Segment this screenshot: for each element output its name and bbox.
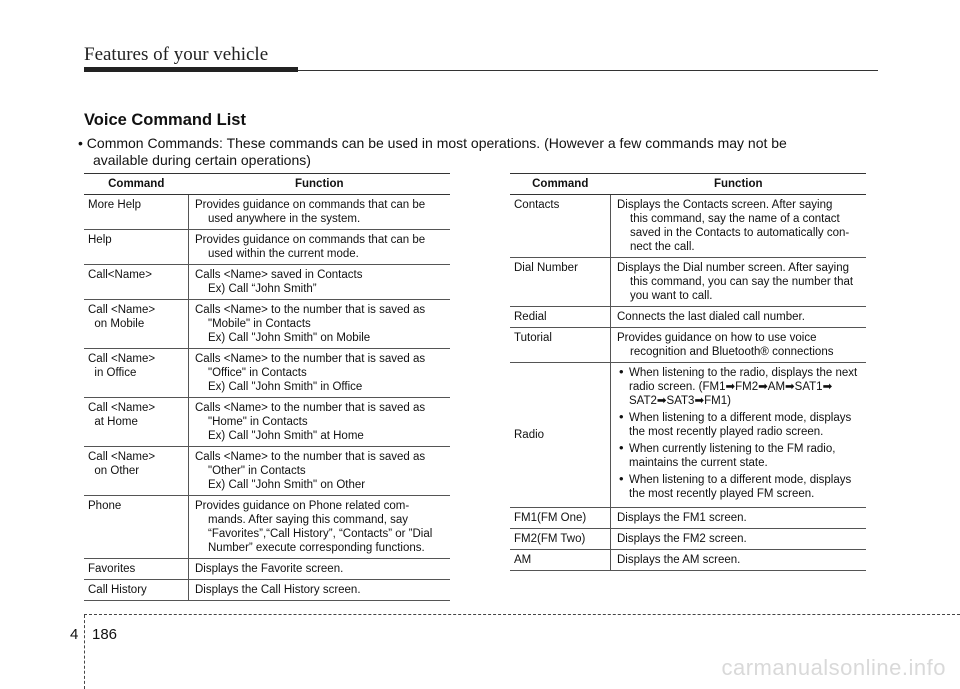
- table-row: [510, 328, 866, 363]
- function-cell: [189, 300, 451, 349]
- chapter-number: 4: [70, 626, 79, 643]
- bullet-line: • When listening to a different mode, displays: [629, 412, 852, 424]
- function-cell: [189, 398, 451, 447]
- function-cell: [611, 363, 867, 508]
- command-cell: Favorites: [84, 559, 189, 580]
- footer-divider: [84, 615, 86, 689]
- watermark-text: carmanualsonline.info: [721, 655, 946, 680]
- function-line: recognition and Bluetooth® connections: [630, 346, 834, 358]
- table-row: [510, 258, 866, 307]
- section-title: Voice Command List: [84, 111, 246, 129]
- table-row: [84, 265, 450, 300]
- function-cell: [611, 508, 867, 529]
- header-bar: [84, 67, 298, 72]
- table-row: [510, 550, 866, 571]
- function-cell: [611, 529, 867, 550]
- function-line: Displays the Favorite screen.: [195, 563, 344, 575]
- function-line: Provides guidance on commands that can be: [195, 234, 426, 246]
- footer-rule: [84, 614, 960, 615]
- table-row: [84, 447, 450, 496]
- function-cell: [189, 230, 451, 265]
- table-row: [510, 307, 866, 328]
- table-row: [84, 559, 450, 580]
- command-cell: Call <Name> in Office: [84, 349, 189, 398]
- function-line: this command, you can say the number that: [630, 276, 854, 288]
- bullet-line: SAT2➡SAT3➡FM1): [629, 395, 731, 407]
- command-cell: Call <Name> at Home: [84, 398, 189, 447]
- function-line: "Other" in Contacts: [208, 465, 306, 477]
- table-row: [84, 195, 450, 230]
- function-line: mands. After saying this command, say: [208, 514, 409, 526]
- table-row: [84, 349, 450, 398]
- function-cell: [189, 447, 451, 496]
- header-rule: [298, 70, 878, 71]
- function-line: used anywhere in the system.: [208, 213, 361, 225]
- bullet-item: [617, 473, 864, 501]
- table-row: [84, 496, 450, 559]
- bullet-line: the most recently played FM screen.: [629, 488, 815, 500]
- function-line: Ex) Call "John Smith" on Mobile: [208, 332, 371, 344]
- function-cell: [189, 559, 451, 580]
- function-line: Displays the FM2 screen.: [617, 533, 747, 545]
- function-line: you want to call.: [630, 290, 713, 302]
- command-cell: Call <Name> on Mobile: [84, 300, 189, 349]
- function-line: Provides guidance on Phone related com-: [195, 500, 410, 512]
- table-row: [84, 230, 450, 265]
- function-line: Displays the FM1 screen.: [617, 512, 747, 524]
- table-row: [510, 195, 866, 258]
- function-cell: [611, 328, 867, 363]
- bullet-item: [617, 411, 864, 439]
- function-line: Calls <Name> to the number that is saved as: [195, 304, 426, 316]
- function-cell: [611, 307, 867, 328]
- intro-first-line: • Common Commands: These commands can be used in most operations. (However a few commands may not be: [78, 135, 787, 151]
- command-cell: Contacts: [510, 195, 611, 258]
- function-line: Connects the last dialed call number.: [617, 311, 805, 323]
- command-cell: Call<Name>: [84, 265, 189, 300]
- function-line: this command, say the name of a contact: [630, 213, 840, 225]
- bullet-line: radio screen. (FM1➡FM2➡AM➡SAT1➡: [629, 381, 833, 393]
- function-line: "Home" in Contacts: [208, 416, 308, 428]
- command-cell: Phone: [84, 496, 189, 559]
- command-cell: Tutorial: [510, 328, 611, 363]
- command-cell: Help: [84, 230, 189, 265]
- table-row: [84, 398, 450, 447]
- command-cell: AM: [510, 550, 611, 571]
- command-cell: FM1(FM One): [510, 508, 611, 529]
- function-line: Ex) Call "John Smith" at Home: [208, 430, 364, 442]
- function-line: Calls <Name> saved in Contacts: [195, 269, 363, 281]
- bullet-line: • When listening to a different mode, displays: [629, 474, 852, 486]
- function-cell: [189, 265, 451, 300]
- bullet-line: maintains the current state.: [629, 457, 768, 469]
- table-row: [84, 580, 450, 601]
- table-row: [510, 363, 866, 508]
- function-line: Displays the Contacts screen. After saying: [617, 199, 833, 211]
- function-line: Calls <Name> to the number that is saved as: [195, 402, 426, 414]
- function-line: Ex) Call "John Smith" on Other: [208, 479, 366, 491]
- bullet-item: [617, 366, 864, 408]
- function-cell: [611, 550, 867, 571]
- right-command-table: [510, 173, 866, 571]
- function-cell: [189, 195, 451, 230]
- command-cell: More Help: [84, 195, 189, 230]
- bullet-line: the most recently played radio screen.: [629, 426, 824, 438]
- function-line: Provides guidance on how to use voice: [617, 332, 817, 344]
- function-line: “Favorites”,“Call History”, “Contacts” or ”Dial: [208, 528, 433, 540]
- command-cell: FM2(FM Two): [510, 529, 611, 550]
- function-cell: [611, 195, 867, 258]
- function-line: Ex) Call “John Smith”: [208, 283, 317, 295]
- bullet-line: • When listening to the radio, displays the next: [629, 367, 858, 379]
- command-cell: Dial Number: [510, 258, 611, 307]
- command-cell: Radio: [510, 363, 611, 508]
- table-row: [84, 300, 450, 349]
- command-cell: Redial: [510, 307, 611, 328]
- function-line: Displays the Call History screen.: [195, 584, 361, 596]
- left-command-table: [84, 173, 450, 601]
- function-line: "Mobile" in Contacts: [208, 318, 311, 330]
- function-cell: [189, 349, 451, 398]
- header-function: Function: [189, 174, 451, 195]
- header-function: Function: [611, 174, 867, 195]
- function-line: used within the current mode.: [208, 248, 359, 260]
- bullet-line: • When currently listening to the FM radio,: [629, 443, 836, 455]
- table-row: [510, 508, 866, 529]
- function-line: Calls <Name> to the number that is saved as: [195, 353, 426, 365]
- function-line: Calls <Name> to the number that is saved as: [195, 451, 426, 463]
- bullet-item: [617, 442, 864, 470]
- header-command: Command: [510, 174, 611, 195]
- function-line: nect the call.: [630, 241, 695, 253]
- command-cell: Call History: [84, 580, 189, 601]
- function-line: Ex) Call "John Smith" in Office: [208, 381, 363, 393]
- function-line: "Office" in Contacts: [208, 367, 307, 379]
- function-line: Number” execute corresponding functions.: [208, 542, 425, 554]
- intro-paragraph: [78, 135, 878, 169]
- header-command: Command: [84, 174, 189, 195]
- function-line: Displays the Dial number screen. After saying: [617, 262, 850, 274]
- function-line: Provides guidance on commands that can be: [195, 199, 426, 211]
- page-number: 186: [92, 626, 118, 643]
- function-cell: [189, 580, 451, 601]
- command-cell: Call <Name> on Other: [84, 447, 189, 496]
- intro-continuation: available during certain operations): [93, 152, 311, 168]
- header-title: Features of your vehicle: [84, 44, 269, 65]
- table-row: [510, 529, 866, 550]
- function-cell: [189, 496, 451, 559]
- function-line: saved in the Contacts to automatically con-: [630, 227, 850, 239]
- function-line: Displays the AM screen.: [617, 554, 741, 566]
- function-cell: [611, 258, 867, 307]
